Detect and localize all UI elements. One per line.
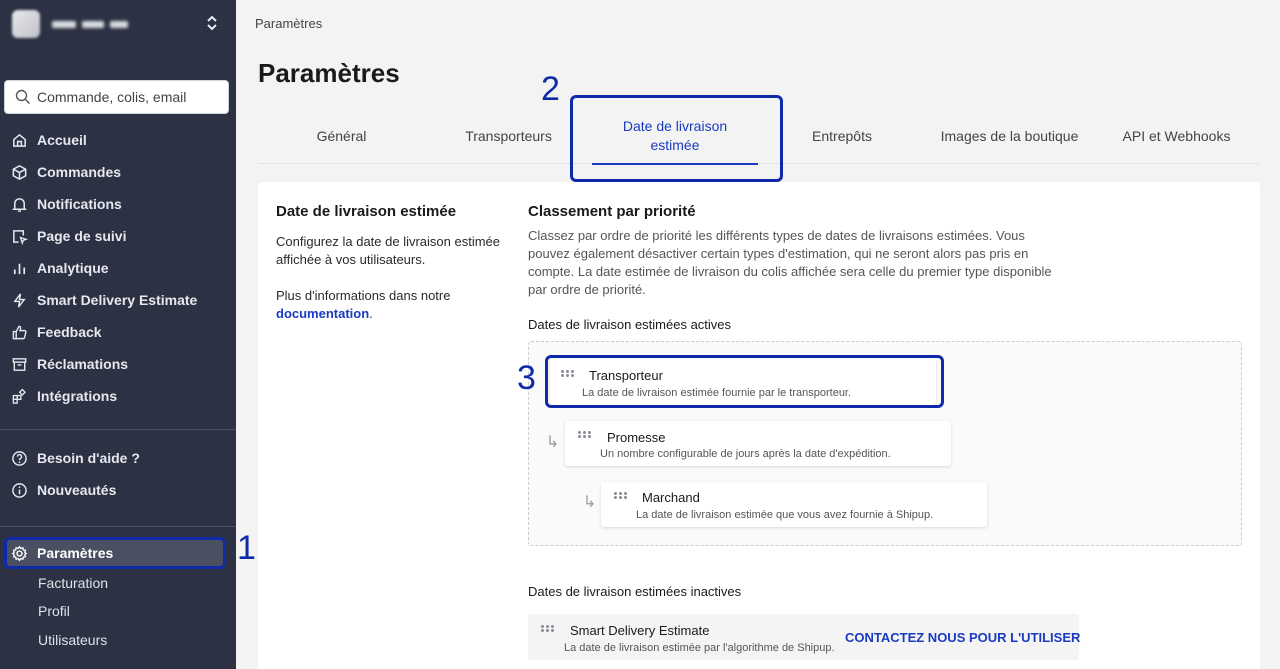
page-title: Paramètres bbox=[258, 58, 400, 88]
nested-arrow-icon: ↳ bbox=[583, 494, 597, 511]
documentation-link[interactable]: documentation bbox=[276, 306, 370, 321]
card-description: La date de livraison estimée fournie par le transporteur. bbox=[582, 387, 852, 399]
tab-label: Date de livraison estimée bbox=[622, 118, 728, 153]
nav-label: Réclamations bbox=[37, 356, 129, 372]
integrations-icon bbox=[10, 387, 28, 405]
nav-item-smart-delivery-estimate[interactable] bbox=[0, 284, 236, 316]
card-title: Marchand bbox=[642, 490, 700, 505]
more-info-suffix: . bbox=[369, 306, 373, 321]
annotation-number-2: 2 bbox=[541, 70, 560, 108]
nav-item-notifications[interactable] bbox=[0, 188, 236, 220]
priority-description: Classez par ordre de priorité les différents types de dates de livraisons estimées. Vous pouvez également désactiver certain types d'estimation, qui ne seront alors pas pris en compte. La date estimée de livraison du colis affichée sera celle du premier type disponible par ordre de priorité. bbox=[528, 228, 1052, 297]
sub-item-profil[interactable]: Profil bbox=[38, 603, 70, 619]
search-input[interactable] bbox=[37, 89, 217, 105]
card-title: Smart Delivery Estimate bbox=[570, 623, 710, 638]
nav-item-feedback[interactable] bbox=[0, 316, 236, 348]
annotation-number-1: 1 bbox=[237, 529, 256, 567]
main-nav bbox=[0, 124, 236, 412]
tab-general[interactable]: Général bbox=[316, 128, 367, 144]
drag-handle-icon[interactable] bbox=[614, 492, 628, 498]
lightning-icon bbox=[10, 291, 28, 309]
gear-icon bbox=[10, 544, 28, 562]
nav-label: Nouveautés bbox=[37, 482, 117, 498]
annotation-number-3: 3 bbox=[517, 359, 536, 397]
more-info-text: Plus d'informations dans notre bbox=[276, 288, 451, 303]
nav-item-commandes[interactable] bbox=[0, 156, 236, 188]
drag-handle-icon[interactable] bbox=[561, 370, 575, 376]
active-tab-indicator bbox=[592, 163, 758, 165]
card-description: La date de livraison estimée que vous avez fournie à Shipup. bbox=[636, 509, 934, 521]
chevron-up-down-icon[interactable] bbox=[206, 14, 218, 32]
sub-item-utilisateurs[interactable]: Utilisateurs bbox=[38, 632, 108, 648]
help-circle-icon bbox=[10, 449, 28, 467]
contact-us-button[interactable]: CONTACTEZ NOUS POUR L'UTILISER bbox=[845, 630, 1081, 645]
nav-item-nouveautes[interactable] bbox=[0, 474, 236, 506]
nav-item-analytique[interactable] bbox=[0, 252, 236, 284]
tab-entrepots[interactable]: Entrepôts bbox=[812, 128, 872, 144]
nav-label: Accueil bbox=[37, 132, 87, 148]
workspace-name-blurred bbox=[52, 21, 128, 28]
search-box[interactable] bbox=[4, 80, 229, 114]
nav-label: Page de suivi bbox=[37, 228, 127, 244]
nav-label: Notifications bbox=[37, 196, 122, 212]
home-icon bbox=[10, 131, 28, 149]
nav-label: Intégrations bbox=[37, 388, 118, 404]
nav-label: Feedback bbox=[37, 324, 102, 340]
nav-label: Analytique bbox=[37, 260, 109, 276]
search-icon bbox=[15, 89, 31, 105]
archive-icon bbox=[10, 355, 28, 373]
breadcrumb[interactable]: Paramètres bbox=[255, 16, 323, 31]
nav-item-accueil[interactable] bbox=[0, 124, 236, 156]
tab-transporteurs[interactable]: Transporteurs bbox=[465, 128, 552, 144]
tracking-page-icon bbox=[10, 227, 28, 245]
section-description: Configurez la date de livraison estimée affichée à vos utilisateurs. bbox=[276, 234, 501, 267]
nav-label: Commandes bbox=[37, 164, 122, 180]
inactive-estimates-label: Dates de livraison estimées inactives bbox=[528, 584, 742, 599]
nested-arrow-icon: ↳ bbox=[546, 434, 560, 451]
nav-label: Smart Delivery Estimate bbox=[37, 292, 198, 308]
draggable-card-marchand[interactable] bbox=[601, 482, 987, 527]
sidebar-divider bbox=[0, 429, 236, 430]
card-description: Un nombre configurable de jours après la date d'expédition. bbox=[600, 448, 891, 460]
tab-api-et-webhooks[interactable]: API et Webhooks bbox=[1122, 128, 1231, 144]
nav-item-page-de-suivi[interactable] bbox=[0, 220, 236, 252]
sub-item-facturation[interactable]: Facturation bbox=[38, 575, 109, 591]
drag-handle-icon[interactable] bbox=[541, 625, 555, 631]
active-estimates-label: Dates de livraison estimées actives bbox=[528, 317, 732, 332]
info-circle-icon bbox=[10, 481, 28, 499]
help-nav bbox=[0, 442, 236, 506]
sidebar-divider bbox=[0, 526, 236, 527]
nav-label: Paramètres bbox=[37, 545, 114, 561]
sidebar bbox=[0, 0, 236, 669]
card-title: Transporteur bbox=[589, 368, 663, 383]
draggable-card-transporteur[interactable] bbox=[550, 359, 936, 405]
card-description: La date de livraison estimée par l'algorithme de Shipup. bbox=[564, 642, 835, 654]
tab-date-de-livraison-estimee[interactable] bbox=[592, 108, 758, 164]
bar-chart-icon bbox=[10, 259, 28, 277]
box-icon bbox=[10, 163, 28, 181]
tab-images-de-la-boutique[interactable]: Images de la boutique bbox=[940, 128, 1079, 144]
settings-tabs bbox=[258, 108, 1260, 164]
nav-label: Besoin d'aide ? bbox=[37, 450, 140, 466]
workspace-logo bbox=[12, 10, 40, 38]
section-more-info bbox=[276, 287, 511, 323]
priority-title: Classement par priorité bbox=[528, 203, 696, 220]
section-title: Date de livraison estimée bbox=[276, 203, 457, 220]
bell-icon bbox=[10, 195, 28, 213]
draggable-card-promesse[interactable] bbox=[565, 421, 951, 466]
card-title: Promesse bbox=[607, 430, 666, 445]
nav-item-parametres[interactable] bbox=[5, 538, 225, 568]
drag-handle-icon[interactable] bbox=[578, 431, 592, 437]
workspace-switcher[interactable] bbox=[12, 8, 224, 40]
nav-item-integrations[interactable] bbox=[0, 380, 236, 412]
thumbs-up-icon bbox=[10, 323, 28, 341]
nav-item-besoin-d-aide[interactable] bbox=[0, 442, 236, 474]
nav-item-reclamations[interactable] bbox=[0, 348, 236, 380]
